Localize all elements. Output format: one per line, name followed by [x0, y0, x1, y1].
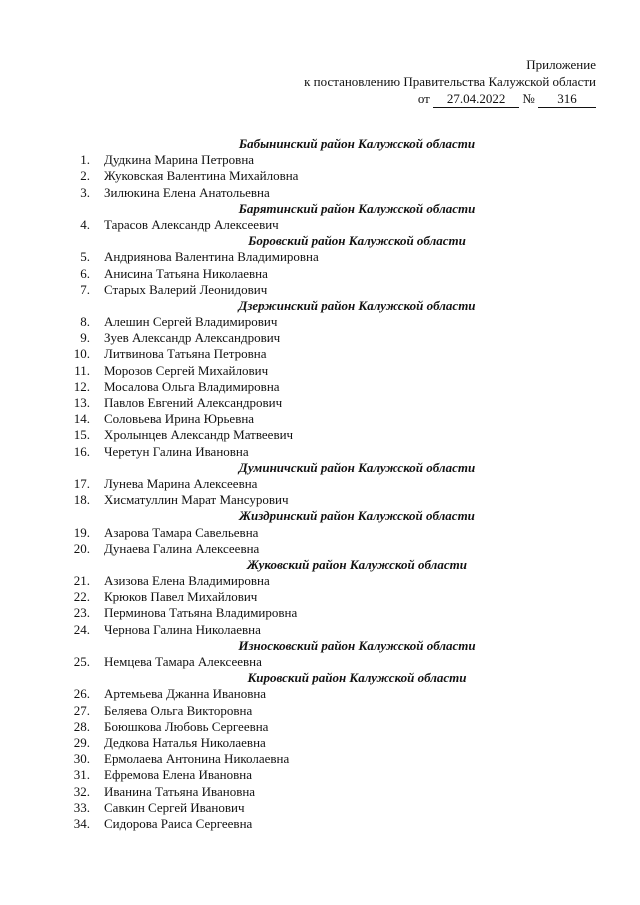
item-number: 12. — [73, 378, 90, 394]
item-number: 3. — [80, 184, 90, 200]
district-heading: Износковский район Калужской области — [238, 637, 476, 653]
district-heading: Дзержинский район Калужской области — [238, 297, 476, 313]
list-item — [64, 266, 584, 282]
list-item — [64, 719, 584, 735]
list-item — [64, 573, 584, 589]
list-item — [64, 379, 584, 395]
district-heading: Боровский район Калужской области — [248, 233, 466, 249]
item-number: 34. — [73, 815, 90, 831]
item-number: 10. — [73, 346, 90, 362]
decree-date: 27.04.2022 — [433, 90, 519, 108]
person-name: Соловьева Ирина Юрьевна — [104, 411, 255, 427]
person-name: Азизова Елена Владимировна — [104, 573, 270, 589]
person-name: Дунаева Галина Алексеевна — [104, 540, 260, 556]
person-name: Лунева Марина Алексеевна — [104, 475, 258, 491]
list-item — [64, 622, 584, 638]
list-item — [64, 686, 584, 702]
item-number: 29. — [73, 734, 90, 750]
person-name: Анисина Татьяна Николаевна — [104, 265, 268, 281]
list-item — [64, 735, 584, 751]
document-header — [304, 56, 596, 108]
person-name: Савкин Сергей Иванович — [104, 799, 245, 815]
person-name: Зилюкина Елена Анатольевна — [104, 184, 270, 200]
person-name: Хисматуллин Марат Мансурович — [104, 492, 289, 508]
item-number: 26. — [73, 686, 90, 702]
person-name: Павлов Евгений Александрович — [104, 395, 283, 410]
person-name: Перминова Татьяна Владимировна — [104, 605, 298, 621]
item-number: 20. — [73, 540, 90, 556]
item-number: 8. — [80, 314, 90, 330]
list-item — [64, 411, 584, 427]
item-number: 28. — [73, 718, 90, 734]
item-number: 17. — [73, 475, 90, 491]
decree-number: 316 — [538, 90, 596, 108]
item-number: 6. — [80, 265, 90, 281]
item-number: 1. — [80, 152, 90, 168]
person-name: Боюшкова Любовь Сергеевна — [104, 718, 269, 734]
item-number: 22. — [73, 589, 90, 605]
list-item — [64, 249, 584, 265]
person-name: Морозов Сергей Михайлович — [104, 362, 269, 378]
district-heading: Думиничский район Калужской области — [238, 459, 476, 475]
date-prefix: от — [417, 91, 430, 106]
item-number: 2. — [80, 168, 90, 184]
list-item — [64, 767, 584, 783]
list-item — [64, 168, 584, 184]
list-item — [64, 816, 584, 832]
item-number: 13. — [73, 395, 90, 410]
district-heading: Бабынинский район Калужской области — [238, 136, 476, 151]
number-prefix: № — [522, 91, 535, 106]
item-number: 23. — [73, 605, 90, 621]
item-number: 31. — [73, 767, 90, 783]
item-number: 21. — [73, 573, 90, 589]
appendix-title: Приложение — [526, 57, 596, 72]
person-name: Иванина Татьяна Ивановна — [104, 783, 256, 799]
list-item — [64, 703, 584, 719]
person-name: Крюков Павел Михайлович — [104, 589, 258, 605]
item-number: 19. — [73, 524, 90, 540]
item-number: 16. — [73, 443, 90, 459]
person-name: Артемьева Джанна Ивановна — [104, 686, 267, 702]
person-name: Жуковская Валентина Михайловна — [104, 168, 299, 184]
list-item — [64, 395, 584, 411]
person-name: Андриянова Валентина Владимировна — [104, 249, 319, 265]
item-number: 15. — [73, 427, 90, 443]
list-item — [64, 346, 584, 362]
list-item — [64, 444, 584, 460]
district-heading: Жиздринский район Калужской области — [239, 508, 475, 524]
list-item — [64, 152, 584, 168]
person-name: Азарова Тамара Савельевна — [104, 524, 259, 540]
person-name: Зуев Александр Александрович — [104, 330, 281, 346]
list-item — [64, 605, 584, 621]
person-name: Литвинова Татьяна Петровна — [104, 346, 267, 362]
list-item — [64, 751, 584, 767]
award-list — [64, 136, 584, 832]
item-number: 25. — [73, 654, 90, 669]
list-item — [64, 363, 584, 379]
list-item — [64, 541, 584, 557]
list-item — [64, 427, 584, 443]
district-heading: Кировский район Калужской области — [247, 670, 467, 686]
item-number: 9. — [80, 330, 90, 346]
list-item — [64, 492, 584, 508]
list-item — [64, 314, 584, 330]
person-name: Старых Валерий Леонидович — [104, 281, 268, 297]
list-item — [64, 217, 584, 233]
item-number: 24. — [73, 621, 90, 637]
item-number: 5. — [80, 249, 90, 265]
person-name: Беляева Ольга Викторовна — [104, 702, 253, 718]
decree-date-number — [304, 90, 596, 108]
list-item — [64, 282, 584, 298]
list-item — [64, 185, 584, 201]
person-name: Черетун Галина Ивановна — [104, 443, 249, 459]
list-item — [64, 800, 584, 816]
person-name: Чернова Галина Николаевна — [104, 621, 261, 637]
decree-reference: к постановлению Правительства Калужской области — [304, 74, 596, 89]
list-item — [64, 330, 584, 346]
person-name: Дедкова Наталья Николаевна — [104, 734, 266, 750]
district-heading: Барятинский район Калужской области — [238, 200, 476, 216]
item-number: 32. — [73, 783, 90, 799]
list-item — [64, 589, 584, 605]
person-name: Ефремова Елена Ивановна — [104, 767, 252, 783]
list-item — [64, 525, 584, 541]
item-number: 33. — [73, 799, 90, 815]
list-item — [64, 476, 584, 492]
person-name: Алешин Сергей Владимирович — [104, 314, 278, 330]
person-name: Сидорова Раиса Сергеевна — [104, 815, 253, 831]
person-name: Дудкина Марина Петровна — [104, 152, 255, 168]
list-item — [64, 784, 584, 800]
person-name: Мосалова Ольга Владимировна — [104, 378, 280, 394]
person-name: Ермолаева Антонина Николаевна — [104, 751, 290, 767]
item-number: 18. — [73, 492, 90, 508]
item-number: 11. — [74, 362, 90, 378]
person-name: Хролынцев Александр Матвеевич — [104, 427, 294, 443]
item-number: 7. — [80, 281, 90, 297]
item-number: 4. — [80, 216, 90, 232]
person-name: Немцева Тамара Алексеевна — [104, 654, 262, 669]
item-number: 27. — [73, 702, 90, 718]
district-heading: Жуковский район Калужской области — [247, 556, 467, 572]
item-number: 14. — [73, 411, 90, 427]
list-item — [64, 654, 584, 670]
person-name: Тарасов Александр Алексеевич — [104, 216, 279, 232]
item-number: 30. — [73, 751, 90, 767]
